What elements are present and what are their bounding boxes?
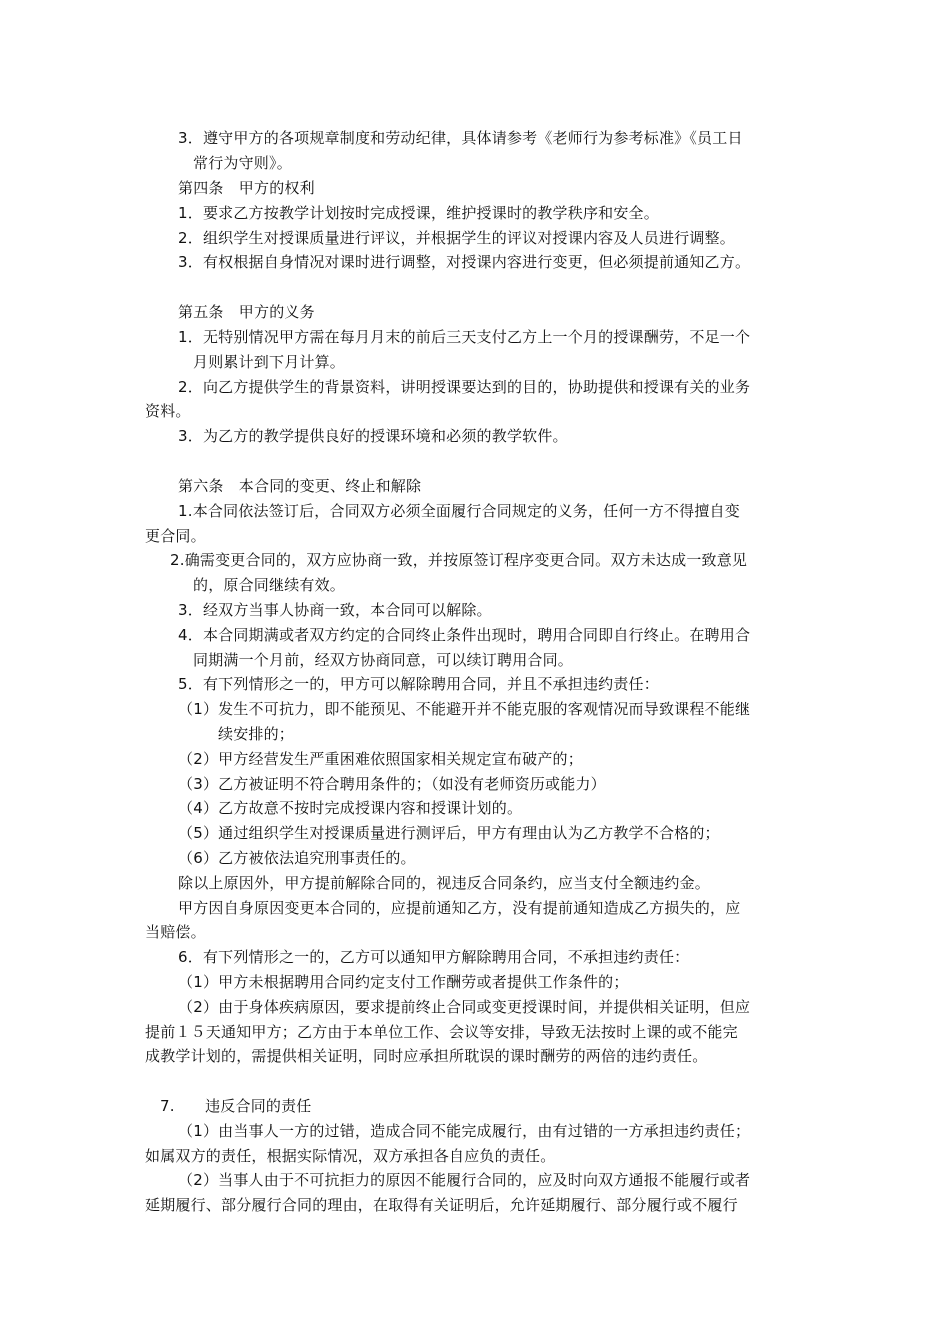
text-line: （1）甲方未根据聘用合同约定支付工作酬劳或者提供工作条件的； <box>178 973 629 991</box>
text-line: 甲方因自身原因变更本合同的，应提前通知乙方，没有提前通知造成乙方损失的，应 <box>178 899 741 917</box>
text-line: 的，原合同继续有效。 <box>193 576 346 594</box>
text-line: （2）由于身体疾病原因，要求提前终止合同或变更授课时间，并提供相关证明，但应 <box>178 998 751 1016</box>
text-line: 3．为乙方的教学提供良好的授课环境和必须的教学软件。 <box>178 427 568 445</box>
section-heading-article-6: 第六条 本合同的变更、终止和解除 <box>178 477 422 495</box>
text-line: 3．经双方当事人协商一致，本合同可以解除。 <box>178 601 492 619</box>
text-line: 2.确需变更合同的，双方应协商一致，并按原签订程序变更合同。双方未达成一致意见 <box>170 551 748 569</box>
text-line: （2）甲方经营发生严重困难依照国家相关规定宣布破产的； <box>178 750 583 768</box>
text-line: 1．要求乙方按教学计划按时完成授课，维护授课时的教学秩序和安全。 <box>178 204 659 222</box>
text-line: （1）发生不可抗力，即不能预见、不能避开并不能克服的客观情况而导致课程不能继 <box>178 700 751 718</box>
text-line: 当赔偿。 <box>145 923 206 941</box>
text-line: （4）乙方故意不按时完成授课内容和授课计划的。 <box>178 799 523 817</box>
text-line: （1）由当事人一方的过错，造成合同不能完成履行，由有过错的一方承担违约责任； <box>178 1122 751 1140</box>
text-line: 5．有下列情形之一的，甲方可以解除聘用合同，并且不承担违约责任： <box>178 675 659 693</box>
text-line: 同期满一个月前，经双方协商同意，可以续订聘用合同。 <box>193 651 574 669</box>
text-line: 续安排的； <box>218 725 295 743</box>
text-line: 1．无特别情况甲方需在每月月末的前后三天支付乙方上一个月的授课酬劳，不足一个 <box>178 328 751 346</box>
text-line: 如属双方的责任，根据实际情况，双方承担各自应负的责任。 <box>145 1147 556 1165</box>
text-line: 2．向乙方提供学生的背景资料，讲明授课要达到的目的，协助提供和授课有关的业务 <box>178 378 751 396</box>
text-line: 延期履行、部分履行合同的理由，在取得有关证明后，允许延期履行、部分履行或不履行 <box>145 1196 738 1214</box>
text-line: （3）乙方被证明不符合聘用条件的；（如没有老师资历或能力） <box>178 775 606 793</box>
text-line: 更合同。 <box>145 527 206 545</box>
text-line: 3．遵守甲方的各项规章制度和劳动纪律，具体请参考《老师行为参考标准》《员工日 <box>178 129 743 147</box>
text-line: 除以上原因外，甲方提前解除合同的，视违反合同条约，应当支付全额违约金。 <box>178 874 711 892</box>
section-heading-article-7: 7. 违反合同的责任 <box>160 1097 312 1115</box>
section-heading-article-5: 第五条 甲方的义务 <box>178 303 315 321</box>
text-line: （6）乙方被依法追究刑事责任的。 <box>178 849 416 867</box>
text-line: 4．本合同期满或者双方约定的合同终止条件出现时，聘用合同即自行终止。在聘用合 <box>178 626 751 644</box>
text-line: 6．有下列情形之一的，乙方可以通知甲方解除聘用合同，不承担违约责任： <box>178 948 690 966</box>
text-line: （2）当事人由于不可抗拒力的原因不能履行合同的，应及时向双方通报不能履行或者 <box>178 1171 751 1189</box>
text-line: （5）通过组织学生对授课质量进行测评后，甲方有理由认为乙方教学不合格的； <box>178 824 720 842</box>
text-line: 提前１５天通知甲方；乙方由于本单位工作、会议等安排，导致无法按时上课的或不能完 <box>145 1023 738 1041</box>
text-line: 资料。 <box>145 402 191 420</box>
text-line: 1.本合同依法签订后，合同双方必须全面履行合同规定的义务，任何一方不得擅自变 <box>178 502 740 520</box>
text-line: 月则累计到下月计算。 <box>193 353 346 371</box>
section-heading-article-4: 第四条 甲方的权利 <box>178 179 315 197</box>
text-line: 3．有权根据自身情况对课时进行调整，对授课内容进行变更，但必须提前通知乙方。 <box>178 253 751 271</box>
text-line: 成教学计划的，需提供相关证明，同时应承担所耽误的课时酬劳的两倍的违约责任。 <box>145 1047 708 1065</box>
text-line: 2．组织学生对授课质量进行评议，并根据学生的评议对授课内容及人员进行调整。 <box>178 229 735 247</box>
text-line: 常行为守则》。 <box>193 154 292 172</box>
